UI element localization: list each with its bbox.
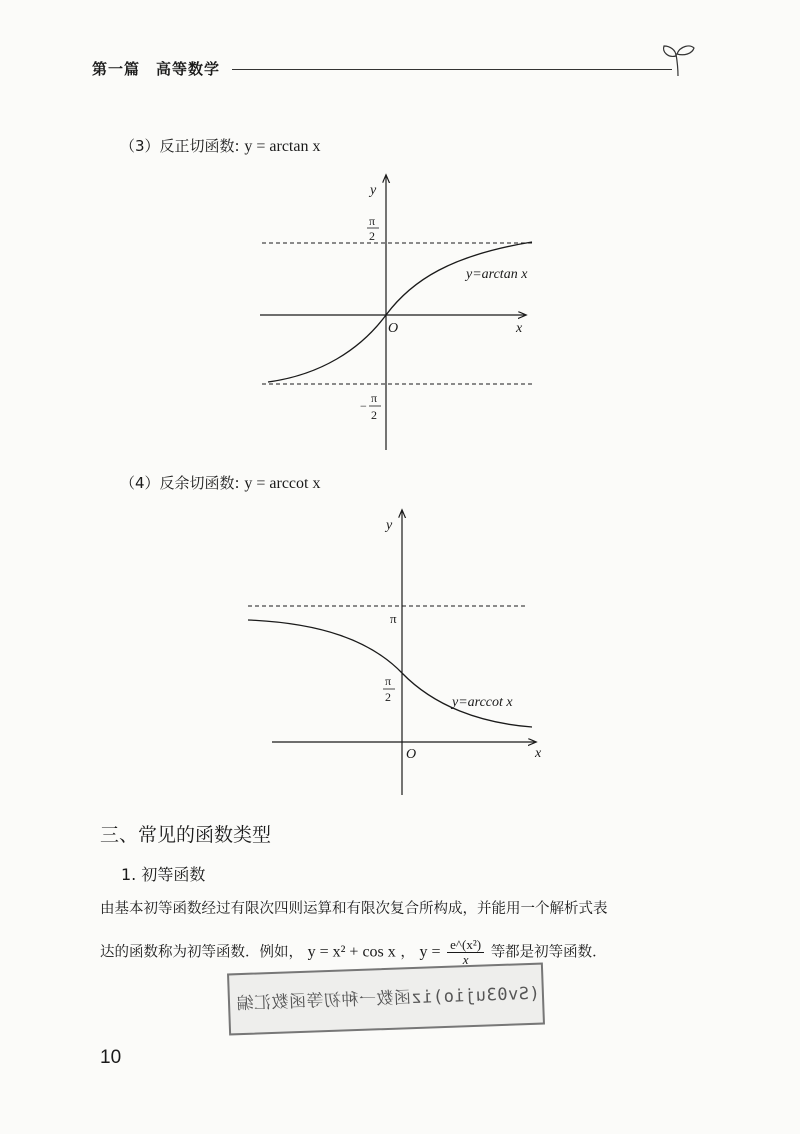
y-axis-label: y <box>370 183 377 198</box>
arccot-graph <box>240 505 560 800</box>
page-number: 10 <box>100 1047 122 1068</box>
running-header <box>92 56 702 82</box>
formula-2-fraction <box>447 938 484 967</box>
y-axis-label: y <box>386 518 393 533</box>
section-title: 三、常见的函数类型 <box>100 824 272 846</box>
item-3-title <box>120 135 320 156</box>
origin-label: O <box>388 321 399 336</box>
line2-suffix: 等都是初等函数． <box>490 944 607 961</box>
arctan-curve <box>268 242 532 382</box>
paragraph-line-2 <box>100 938 710 967</box>
formula-2-left: y = <box>419 943 441 961</box>
library-stamp <box>227 963 545 1036</box>
item-4-label: （4）反余切函数: <box>120 474 245 492</box>
x-axis-label: x <box>535 746 542 761</box>
item-3-formula: y = arctan x <box>244 138 321 155</box>
header-title: 第一篇 高等数学 <box>92 60 221 78</box>
paragraph-line-1: 由基本初等函数经过有限次四则运算和有限次复合所构成，并能用一个解析式表 <box>100 901 608 917</box>
formula-1: y = x² + cos x <box>307 943 396 961</box>
pi-label: π <box>390 611 397 626</box>
item-3-label: （3）反正切函数: <box>120 137 245 155</box>
x-axis-label: x <box>516 321 523 336</box>
curve-label: y=arccot x <box>452 695 513 710</box>
pi-over-2-numerator: π <box>385 674 392 688</box>
line2-prefix: 达的函数称为初等函数．例如， <box>100 944 303 961</box>
formula-2-denominator: x <box>462 952 469 967</box>
neg-sign: − <box>360 399 367 413</box>
header-rule <box>232 69 672 70</box>
item-4-formula: y = arccot x <box>244 475 321 492</box>
pi-over-2-numerator: π <box>369 214 376 228</box>
item-4-title <box>120 472 320 493</box>
curve-label: y=arctan x <box>466 267 528 282</box>
arctan-graph <box>250 170 550 455</box>
comma: ， <box>400 944 415 961</box>
formula-2-numerator: e^(x²) <box>447 938 484 953</box>
neg-pi-over-2-denominator: 2 <box>371 408 377 422</box>
sprout-icon <box>658 42 698 78</box>
pi-over-2-denominator: 2 <box>385 690 391 704</box>
pi-over-2-denominator: 2 <box>369 229 375 243</box>
neg-pi-over-2-numerator: π <box>371 391 378 405</box>
subsection-title: 1. 初等函数 <box>121 865 206 884</box>
stamp-text: (Sv03ujio)iz函数一种初等函数汇编 <box>235 983 541 1015</box>
origin-label: O <box>406 747 417 762</box>
